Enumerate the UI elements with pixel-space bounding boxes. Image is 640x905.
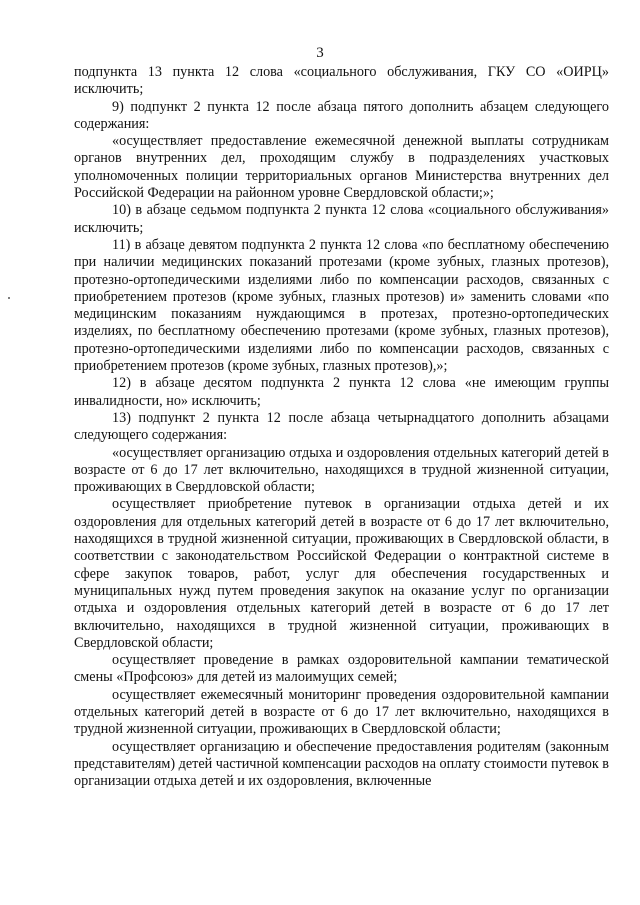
paragraph-item-13: 13) подпункт 2 пункта 12 после абзаца четырнадцатого дополнить абзацами следующего содержания: (74, 409, 609, 444)
paragraph-quote-payment: «осуществляет предоставление ежемесячной денежной выплаты сотрудникам органов внутренних дел, проходящим службу в подразделениях участковых уполномоченных полиции территориальных органов Министерства внутренних дел Российской Федерации на районном уровне Свердловской области;»; (74, 133, 609, 202)
paragraph-profsoyuz: осуществляет проведение в рамках оздоровительной кампании тематической смены «Профсоюз» для детей из малоимущих семей; (74, 652, 609, 686)
paragraph-item-11: 11) в абзаце девятом подпункта 2 пункта 12 слова «по бесплатному обеспечению при наличии медицинских показаний протезами (кроме зубных, глазных протезов), протезно-ортопедическими изделиями либо по компенсации расходов, связанных с приобретением протезов (кроме зубных, глазных протезов) и» заменить словами «по медицинским показаниям нуждающимся в протезах, протезно-ортопедических изделиях, по бесплатному обеспечению протезами (кроме зубных, глазных протезов), протезно-ортопедическими изделиями либо по компенсации расходов, связанных с приобретением протезов (кроме зубных, глазных протезов),»; (74, 236, 609, 375)
paragraph-item-12: 12) в абзаце десятом подпункта 2 пункта 12 слова «не имеющим группы инвалидности, но» исключить; (74, 375, 609, 409)
paragraph-vouchers: осуществляет приобретение путевок в организации отдыха детей и их оздоровления для отдельных категорий детей в возрасте от 6 до 17 лет включительно, находящихся в трудной жизненной ситуации, проживающих в Свердловской области, в соответствии с законодательством Российской Федерации о контрактной системе в сфере закупок товаров, работ, услуг для обеспечения государственных и муниципальных нужд путем проведения закупок на оказание услуг по организации отдыха и оздоровления отдельных категорий детей в возрасте от 6 до 17 лет включительно, находящихся в трудной жизненной ситуации, проживающих в Свердловской области; (74, 496, 609, 651)
page-number: 3 (316, 45, 324, 61)
margin-mark (8, 297, 10, 299)
paragraph-compensation: осуществляет организацию и обеспечение предоставления родителям (законным представителям) детей частичной компенсации расходов на оплату стоимости путевок в организации отдыха детей и их оздоровления, включенные (74, 738, 609, 790)
paragraph-quote-recreation: «осуществляет организацию отдыха и оздоровления отдельных категорий детей в возрасте от 6 до 17 лет включительно, находящихся в трудной жизненной ситуации, проживающих в Свердловской области; (74, 444, 609, 496)
paragraph-continuation: подпункта 13 пункта 12 слова «социального обслуживания, ГКУ СО «ОИРЦ» исключить; (74, 64, 609, 98)
paragraph-monitoring: осуществляет ежемесячный мониторинг проведения оздоровительной кампании отдельных категорий детей в возрасте от 6 до 17 лет включительно, находящихся в трудной жизненной ситуации, проживающих в Свердловской области; (74, 686, 609, 738)
document-body (74, 64, 609, 790)
paragraph-item-9: 9) подпункт 2 пункта 12 после абзаца пятого дополнить абзацем следующего содержания: (74, 98, 609, 132)
paragraph-item-10: 10) в абзаце седьмом подпункта 2 пункта 12 слова «социального обслуживания» исключить; (74, 202, 609, 236)
